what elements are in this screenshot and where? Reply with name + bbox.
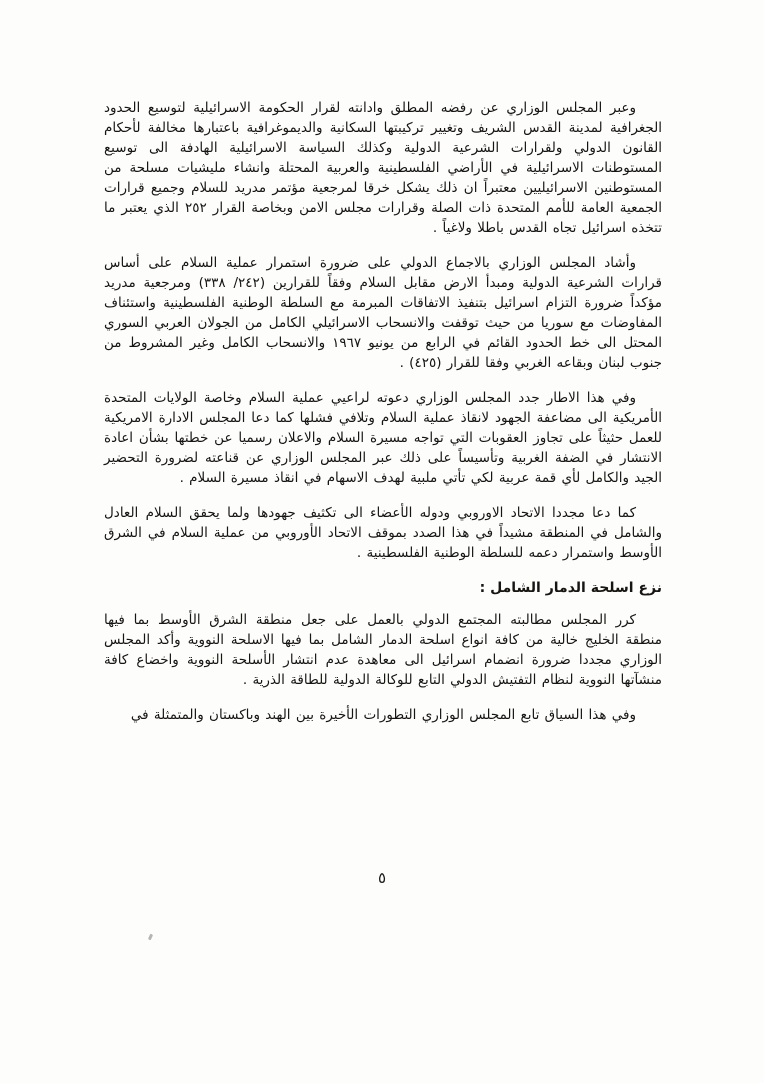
- paragraph: كرر المجلس مطالبته المجتمع الدولي بالعمل على جعل منطقة الشرق الأوسط بما فيها منطقة الخليج خالية من كافة انواع اسلحة الدمار الشامل بما فيها الاسلحة النووية وأكد المجلس الوزاري مجددا ضرورة انضمام اسرائيل الى معاهدة عدم انتشار الأسلحة النووية واخضاع كافة منشآتها النووية لنظام التفتيش الدولي التابع للوكالة الدولية للطاقة الذرية .: [104, 612, 662, 688]
- paragraph: وعبر المجلس الوزاري عن رفضه المطلق وادانته لقرار الحكومة الاسرائيلية لتوسيع الحدود الجغرافية لمدينة القدس الشريف وتغيير تركيبتها السكانية والديموغرافية باعتبارها مخالفة لأحكام القانون الدولي ولقرارات الشرعية الدولية وكذلك السياسة الاسرائيلية الهادفة الى توسيع المستوطنات الاسرائيلية في الأراضي الفلسطينية والعربية المحتلة وانشاء مليشيات مسلحة من المستوطنين الاسرائيليين معتبراً ان ذلك يشكل خرقا لمرجعية مؤتمر مدريد للسلام وجميع قرارات الجمعية العامة للأمم المتحدة ذات الصلة وقرارات مجلس الامن وبخاصة القرار ٢٥٢ الذي يعتبر ما تتخذه اسرائيل تجاه القدس باطلا ولاغياً .: [104, 100, 662, 236]
- paragraph: وأشاد المجلس الوزاري بالاجماع الدولي على ضرورة استمرار عملية السلام على أساس قرارات الشرعية الدولية ومبدأ الارض مقابل السلام وفقاً للقرارين (٢٤٢/ ٣٣٨) ومرجعية مدريد مؤكداً ضرورة التزام اسرائيل بتنفيذ الاتفاقات المبرمة مع السلطة الوطنية الفلسطينية واستئناف المفاوضات مع سوريا من حيث توقفت والانسحاب الاسرائيلي الكامل من الجولان العربي السوري المحتل الى خط الحدود القائم في الرابع من يونيو ١٩٦٧ والانسحاب الكامل وغير المشروط من جنوب لبنان وبقاعه الغربي وفقا للقرار (٤٢٥) .: [104, 255, 663, 371]
- text-block: [104, 98, 662, 740]
- section-heading: نزع اسلحة الدمار الشامل :: [479, 580, 662, 596]
- paragraph: وفي هذا السياق تابع المجلس الوزاري التطورات الأخيرة بين الهند وباكستان والمتمثلة في: [130, 707, 636, 723]
- paragraph: وفي هذا الاطار جدد المجلس الوزاري دعوته لراعيي عملية السلام وخاصة الولايات المتحدة الأمريكية الى مضاعفة الجهود لانقاذ عملية السلام وتلافي فشلها كما دعا المجلس الادارة الامريكية للعمل حثيثاً على تجاوز العقوبات التي تواجه مسيرة السلام والاعلان رسميا عن خطتها بشأن اعادة الانتشار في الضفة الغربية وتأسيساً على ذلك عبر المجلس الوزاري عن قناعته لضرورة التحضير الجيد والكامل لأي قمة عربية لكي تأتي ملبية لهدف الاسهام في انقاذ مسيرة السلام .: [104, 390, 662, 486]
- scan-speck: [148, 934, 153, 941]
- paragraph: كما دعا مجددا الاتحاد الاوروبي ودوله الأعضاء الى تكثيف جهودها ولما يحقق السلام العادل والشامل في المنطقة مشيداً في هذا الصدد بموقف الاتحاد الأوروبي من عملية السلام في الشرق الأوسط واستمرار دعمه للسلطة الوطنية الفلسطينية .: [104, 505, 662, 561]
- page-number: ٥: [377, 869, 387, 887]
